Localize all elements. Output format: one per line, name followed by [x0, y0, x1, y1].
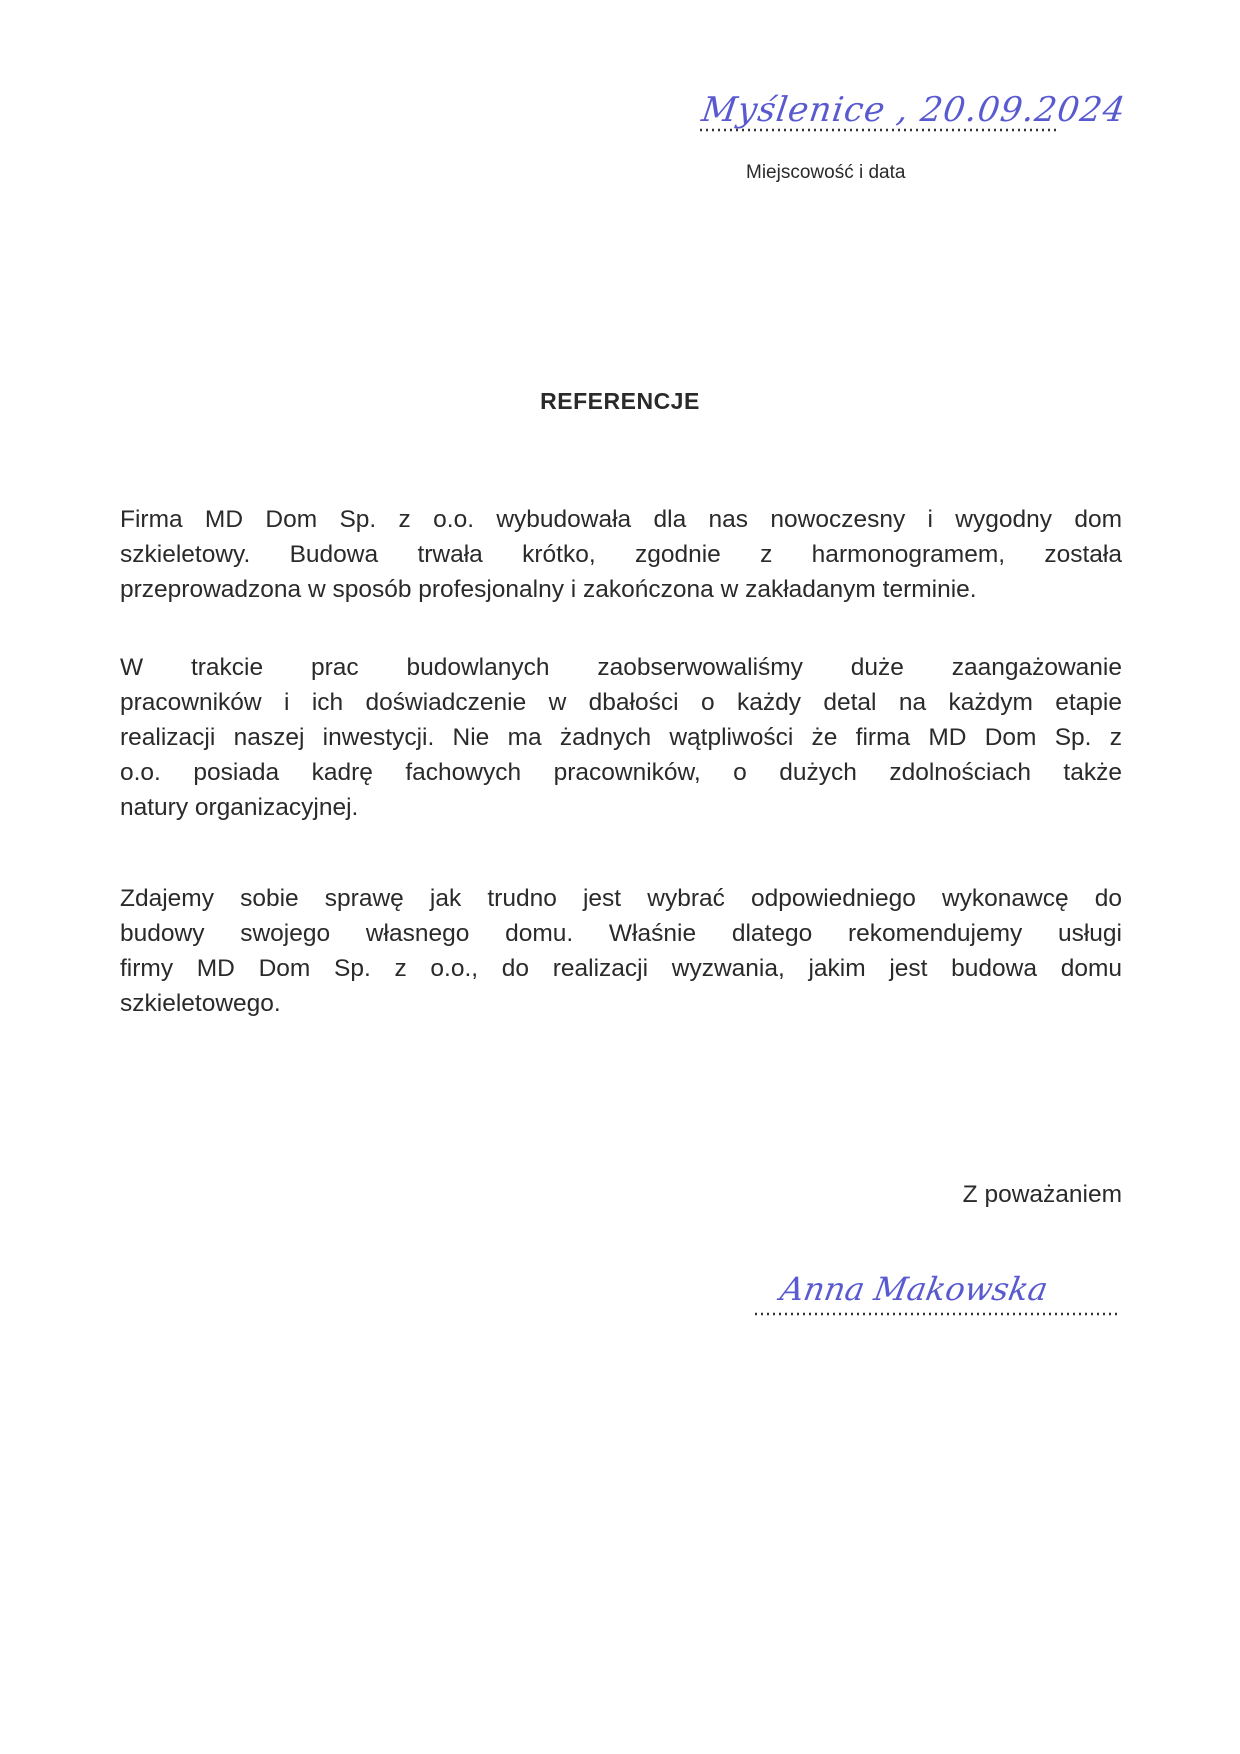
paragraph-line: o.o. posiada kadrę fachowych pracowników, o dużych zdolnościach także	[120, 759, 1122, 786]
paragraph-line: budowy swojego własnego domu. Właśnie dlatego rekomendujemy usługi	[120, 920, 1122, 947]
paragraph-line: przeprowadzona w sposób profesjonalny i zakończona w zakładanym terminie.	[120, 576, 977, 603]
paragraph-1	[120, 502, 1122, 607]
handwritten-place-date: Myślenice , 20.09.2024	[699, 90, 1129, 130]
signature-block	[755, 1270, 1125, 1330]
paragraph-line: pracowników i ich doświadczenie w dbałości o każdy detal na każdym etapie	[120, 689, 1122, 716]
paragraph-line: Zdajemy sobie sprawę jak trudno jest wybrać odpowiedniego wykonawcę do	[120, 885, 1122, 912]
paragraph-line: firmy MD Dom Sp. z o.o., do realizacji wyzwania, jakim jest budowa domu	[120, 955, 1122, 982]
paragraph-line: natury organizacyjnej.	[120, 794, 359, 821]
place-date-handwritten	[699, 86, 1129, 146]
paragraph-line: szkieletowego.	[120, 990, 281, 1017]
paragraph-line: szkieletowy. Budowa trwała krótko, zgodnie z harmonogramem, została	[120, 541, 1122, 568]
paragraph-2	[120, 650, 1122, 825]
paragraph-line: W trakcie prac budowlanych zaobserwowaliśmy duże zaangażowanie	[120, 654, 1122, 681]
place-date-label: Miejscowość i data	[746, 162, 906, 183]
paragraph-line: Firma MD Dom Sp. z o.o. wybudowała dla nas nowoczesny i wygodny dom	[120, 506, 1122, 533]
closing-salutation: Z poważaniem	[962, 1181, 1122, 1208]
document-title: REFERENCJE	[540, 388, 700, 414]
paragraph-3	[120, 881, 1122, 1021]
paragraph-line: realizacji naszej inwestycji. Nie ma żadnych wątpliwości że firma MD Dom Sp. z	[120, 724, 1122, 751]
handwritten-signature: Anna Makowska	[777, 1270, 1051, 1308]
